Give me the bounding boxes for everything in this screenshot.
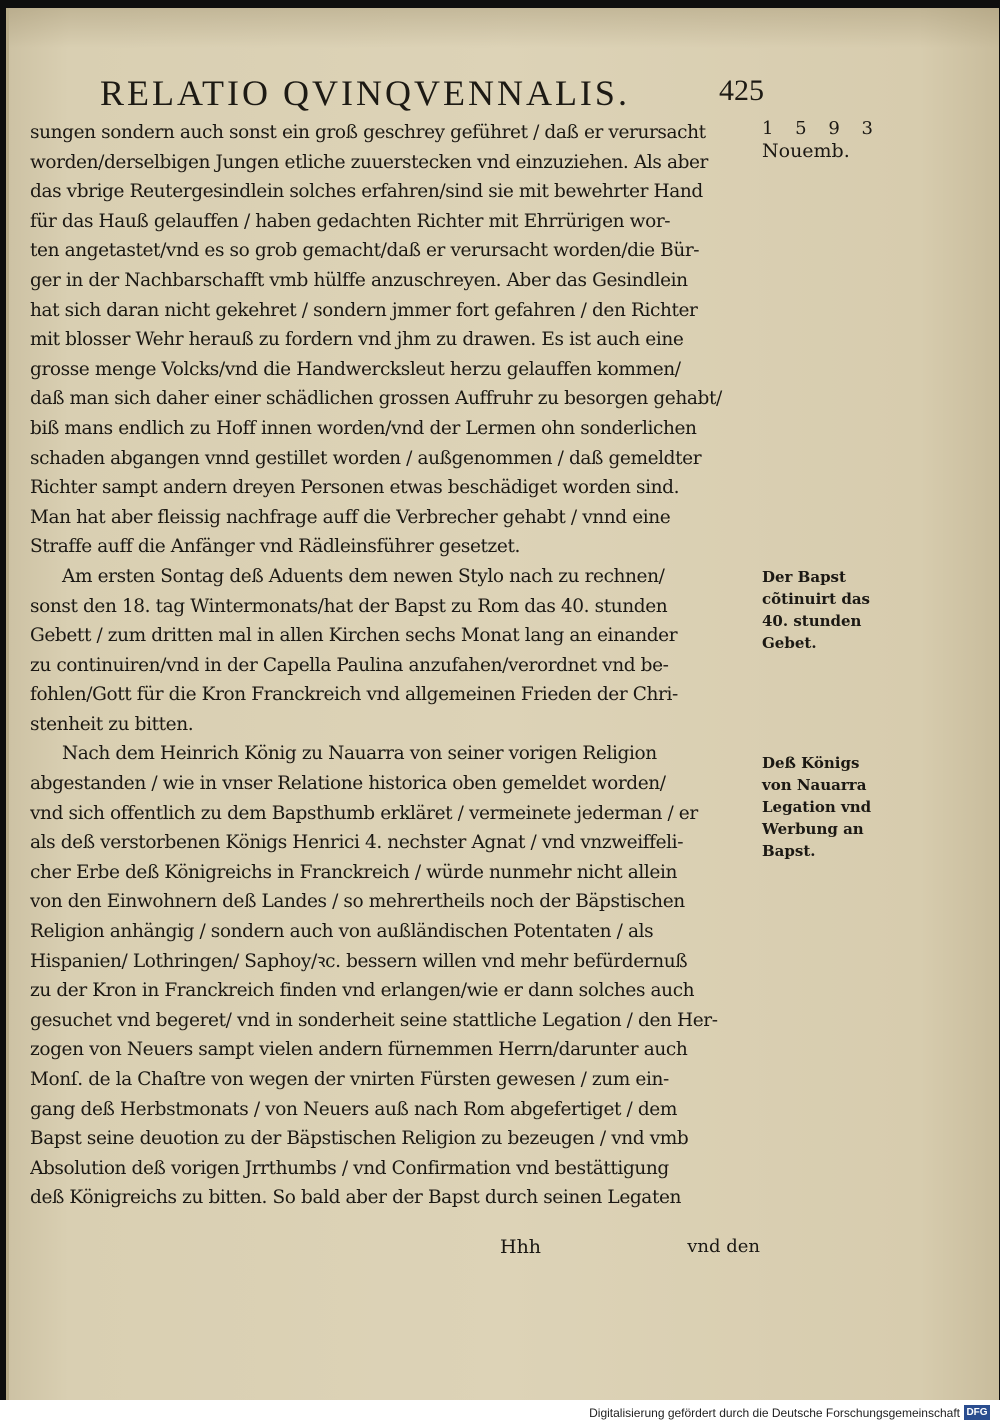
page-footer xyxy=(30,1236,760,1266)
signature-mark: Hhh xyxy=(500,1236,542,1258)
text-line: gang deß Herbstmonats / von Neuers auß nach Rom abgefertiget / dem xyxy=(30,1098,677,1120)
text-line: Monſ. de la Chaſtre von wegen der vnirten Fürsten gewesen / zum ein- xyxy=(30,1069,669,1090)
text-line: gesuchet vnd begeret/ vnd in sonderheit seine stattliche Legation / den Her- xyxy=(30,1009,718,1031)
text-line: sonst den 18. tag Wintermonats/hat der Bapst zu Rom das 40. stunden xyxy=(30,595,668,617)
margin-note-navarre-legation xyxy=(762,752,892,862)
text-line: Religion anhängig / sondern auch von außländischen Potentaten / als xyxy=(30,921,654,943)
credit-bar xyxy=(0,1400,1000,1427)
catchword: vnd den xyxy=(687,1236,760,1257)
margin-note-line: Gebet. xyxy=(762,634,817,652)
text-line: vnd sich offentlich zu dem Bapsthumb erkläret / vermeinete jederman / er xyxy=(30,802,698,824)
text-line: cher Erbe deß Königreichs in Franckreich / würde nunmehr nicht allein xyxy=(30,861,677,883)
running-title: RELATIO QVINQVENNALIS. xyxy=(100,73,630,113)
text-line: daß man sich daher einer schädlichen grossen Auffruhr zu besorgen gehabt/ xyxy=(30,388,722,410)
text-line: das vbrige Reutergesindlein solches erfahren/sind sie mit bewehrter Hand xyxy=(30,181,703,203)
text-line: Man hat aber fleissig nachfrage auff die Verbrecher gehabt / vnnd eine xyxy=(30,506,671,528)
dfg-logo: DFG xyxy=(964,1405,990,1420)
text-line: ten angetastet/vnd es so grob gemacht/daß er verursacht worden/die Bür- xyxy=(30,240,700,262)
margin-note-line: Bapst. xyxy=(762,842,816,860)
text-line: Nach dem Heinrich König zu Nauarra von seiner vorigen Religion xyxy=(62,743,657,765)
text-line: zu der Kron in Franckreich finden vnd erlangen/wie er dann solches auch xyxy=(30,980,695,1002)
text-line: Hispanien/ Lothringen/ Saphoy/ꝛc. bessern willen vnd mehr befürdernuß xyxy=(30,950,688,972)
margin-note-line: Werbung an xyxy=(762,820,864,838)
text-line: schaden abgangen vnnd gestillet worden / außgenommen / daß gemeldter xyxy=(30,447,702,469)
text-line: Richter sampt andern dreyen Personen etwas beschädiget worden sind. xyxy=(30,477,680,499)
text-line: abgestanden / wie in vnser Relatione historica oben gemeldet worden/ xyxy=(30,773,666,795)
text-line: stenheit zu bitten. xyxy=(30,713,194,735)
margin-note-line: 40. stunden xyxy=(762,612,862,630)
margin-year: 1 5 9 3 xyxy=(762,118,881,139)
text-line: Absolution deß vorigen Jrrthumbs / vnd Confirmation vnd bestättigung xyxy=(30,1157,669,1179)
credit-text: Digitalisierung gefördert durch die Deutsche Forschungsgemeinschaft xyxy=(589,1406,960,1420)
text-line: biß mans endlich zu Hoff innen worden/vnd der Lermen ohn sonderlichen xyxy=(30,417,697,439)
text-line: fohlen/Gott für die Kron Franckreich vnd allgemeinen Frieden der Chri- xyxy=(30,684,678,706)
text-line: für das Hauß gelauffen / haben gedachten Richter mit Ehrrürigen wor- xyxy=(30,210,671,232)
text-line: zogen von Neuers sampt vielen andern fürnemmen Herrn/darunter auch xyxy=(30,1039,688,1061)
text-line: sungen sondern auch sonst ein groß geschrey geführet / daß er verursacht xyxy=(30,122,706,143)
text-line: Bapst seine deuotion zu der Bäpstischen Religion zu bezeugen / vnd vmb xyxy=(30,1128,689,1150)
margin-note-papal-prayer xyxy=(762,566,892,654)
margin-note-line: von Nauarra xyxy=(762,776,867,794)
margin-month: Nouemb. xyxy=(762,140,850,162)
text-line: von den Einwohnern deß Landes / so mehrertheils noch der Bäpstischen xyxy=(30,891,685,913)
text-line: worden/derselbigen Jungen etliche zuuerstecken vnd einzuziehen. Als aber xyxy=(30,151,709,173)
body-text xyxy=(30,118,760,1213)
text-line: Am ersten Sontag deß Aduents dem newen Stylo nach zu rechnen/ xyxy=(62,565,665,587)
margin-note-line: Legation vnd xyxy=(762,798,872,816)
margin-date xyxy=(762,118,892,162)
text-line: hat sich daran nicht gekehret / sondern jmmer fort gefahren / den Richter xyxy=(30,299,698,321)
text-line: Gebett / zum dritten mal in allen Kirchen sechs Monat lang an einander xyxy=(30,625,678,647)
text-line: ger in der Nachbarschafft vmb hülffe anzuschreyen. Aber das Gesindlein xyxy=(30,269,688,291)
text-line: deß Königreichs zu bitten. So bald aber der Bapst durch seinen Legaten xyxy=(30,1187,682,1209)
text-line: mit blosser Wehr herauß zu fordern vnd jhm zu drawen. Es ist auch eine xyxy=(30,329,684,351)
margin-note-line: Deß Königs xyxy=(762,754,860,772)
margin-note-line: Der Bapst xyxy=(762,568,846,586)
text-line: zu continuiren/vnd in der Capella Paulina anzufahen/verordnet vnd be- xyxy=(30,654,669,676)
text-line: grosse menge Volcks/vnd die Handwercksleut herzu gelauffen kommen/ xyxy=(30,358,681,380)
page-header xyxy=(100,72,764,118)
text-line: als deß verstorbenen Königs Henrici 4. nechster Agnat / vnd vnzweiffeli- xyxy=(30,832,684,854)
text-line: Straffe auff die Anfänger vnd Rädleinsführer gesetzet. xyxy=(30,536,520,558)
page-number: 425 xyxy=(719,74,764,107)
margin-note-line: cõtinuirt das xyxy=(762,590,870,608)
